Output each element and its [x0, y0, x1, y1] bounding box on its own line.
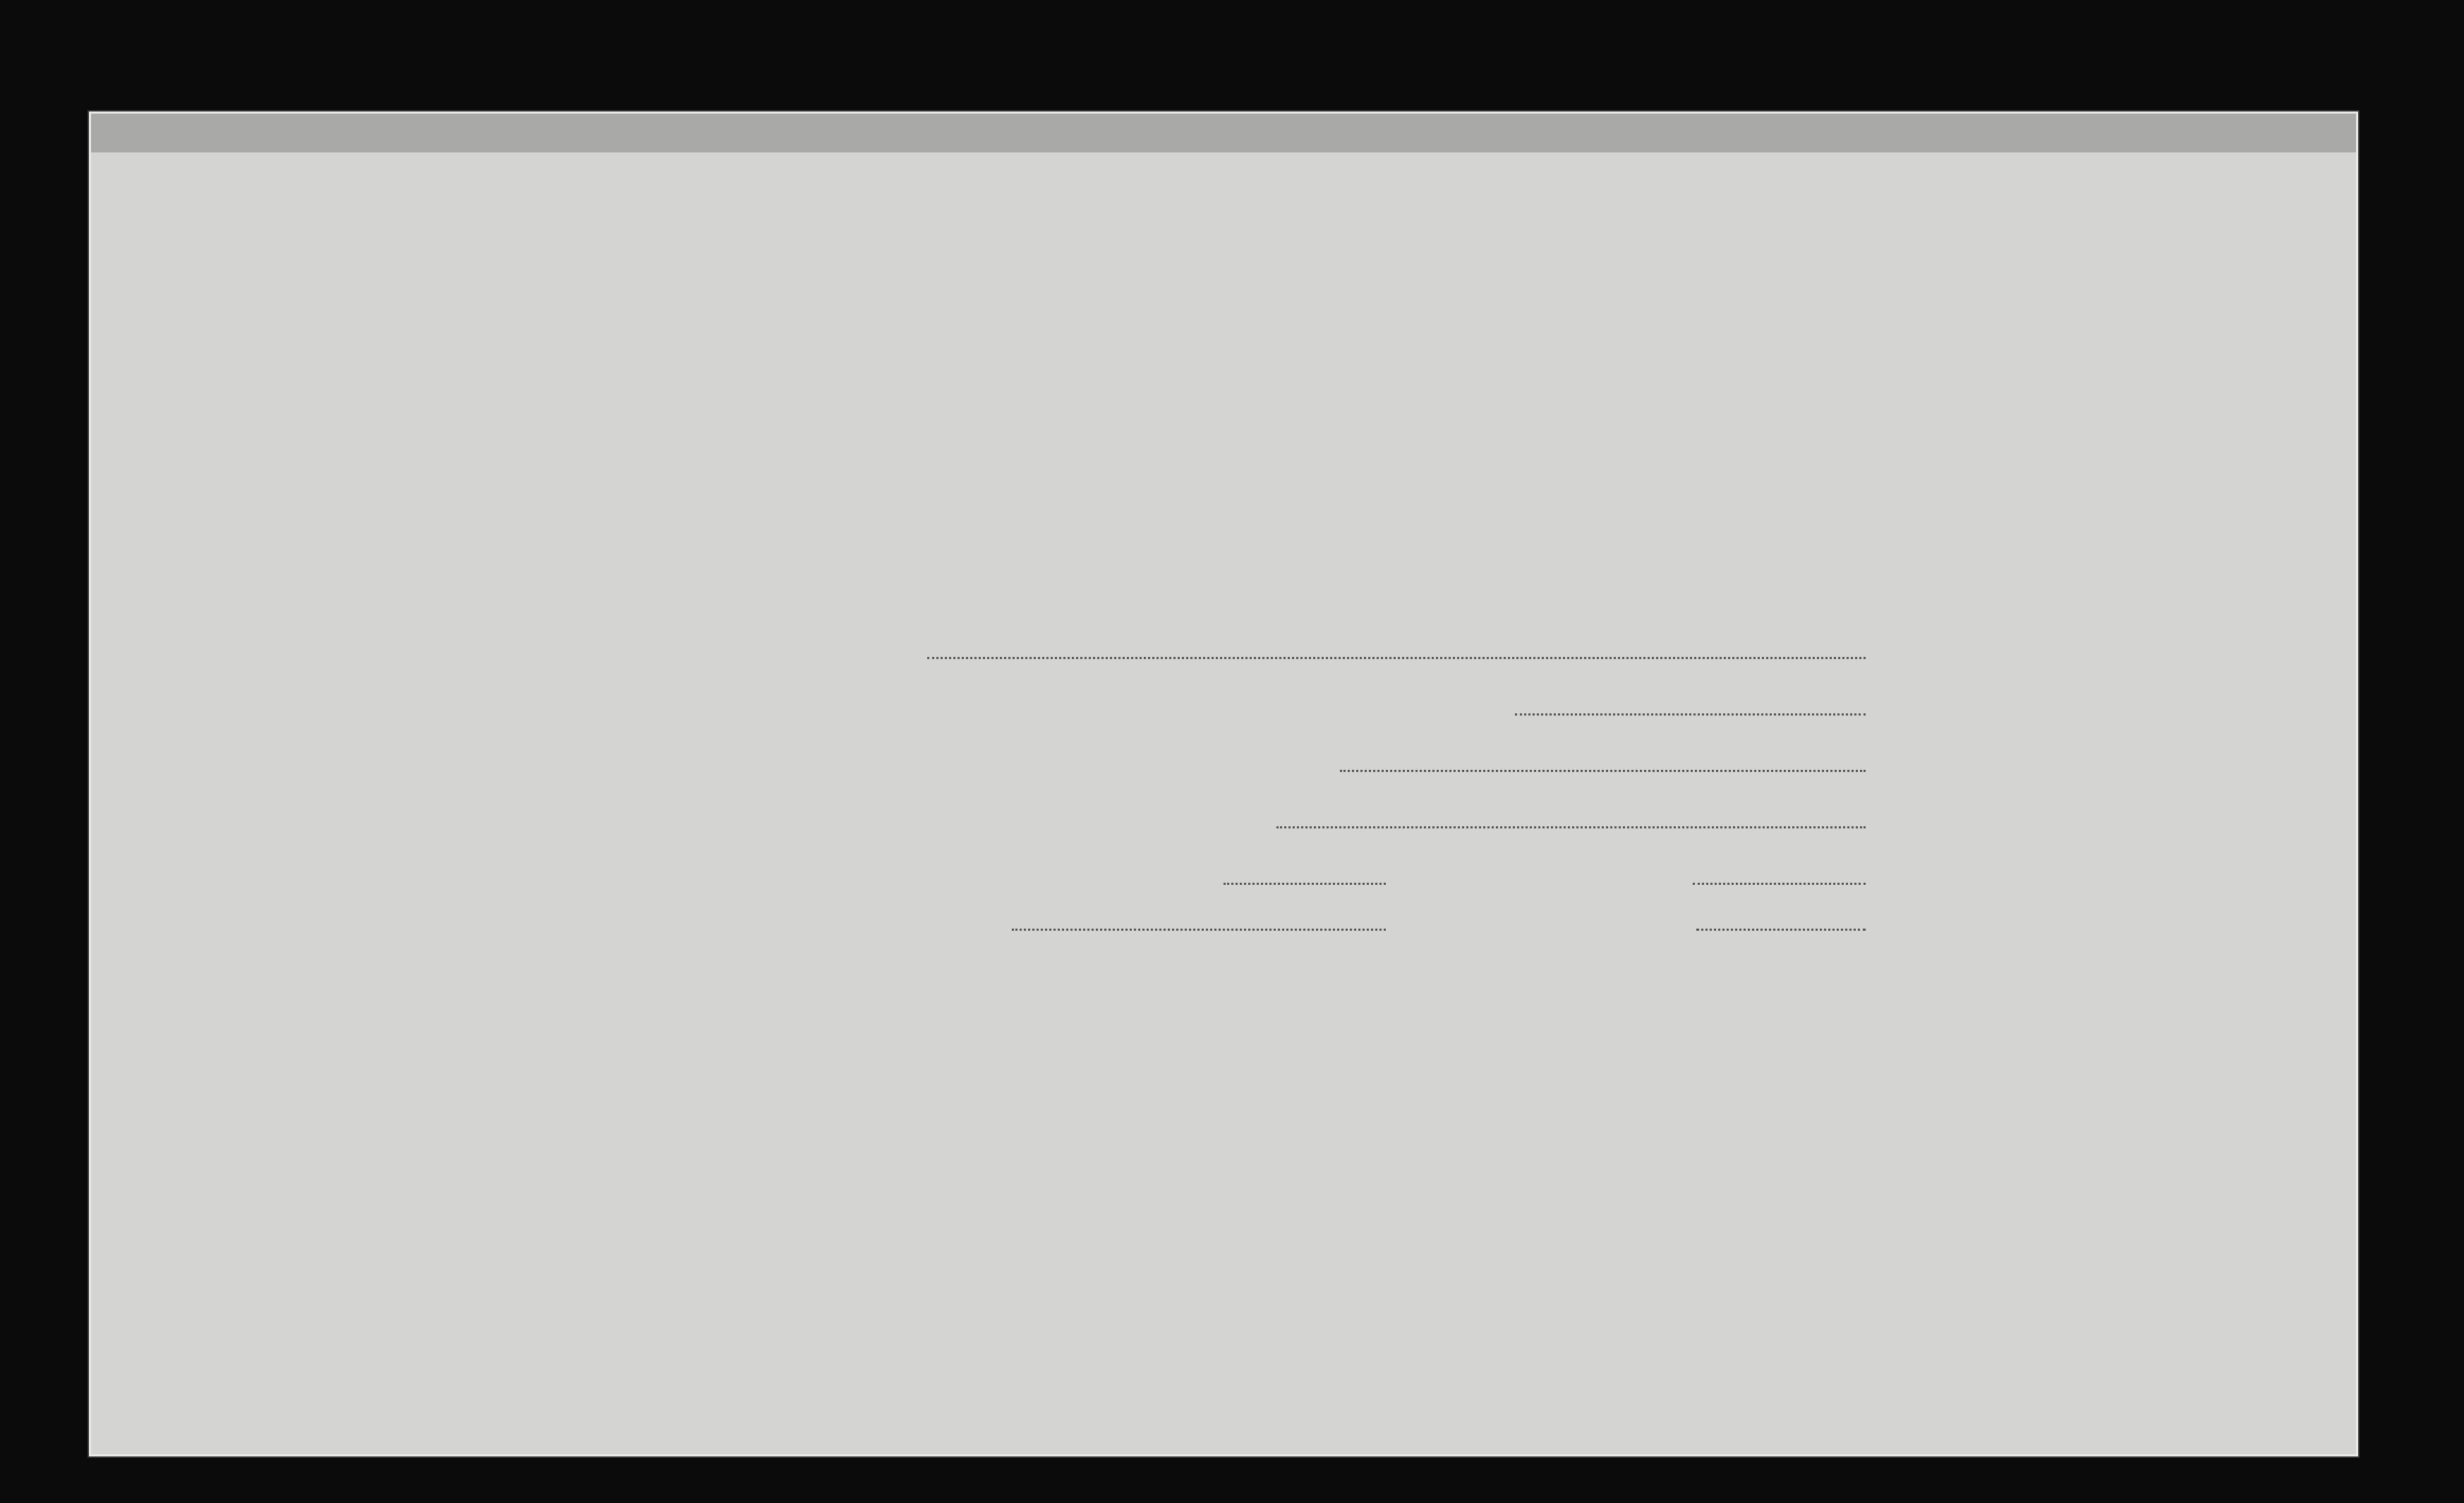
owner-answer-line[interactable]: [927, 657, 1866, 659]
farming-answer-line[interactable]: [1276, 826, 1866, 828]
other-land-answer-line[interactable]: [1515, 713, 1866, 716]
market-answer-line[interactable]: [1012, 929, 1386, 931]
village-answer-line[interactable]: [1224, 883, 1386, 885]
village-distance-line[interactable]: [1693, 883, 1866, 885]
card-top-edge: [91, 114, 2356, 152]
market-distance-line[interactable]: [1696, 929, 1866, 931]
census-card: [89, 111, 2358, 1456]
land-type-answer-line[interactable]: [1340, 770, 1866, 772]
